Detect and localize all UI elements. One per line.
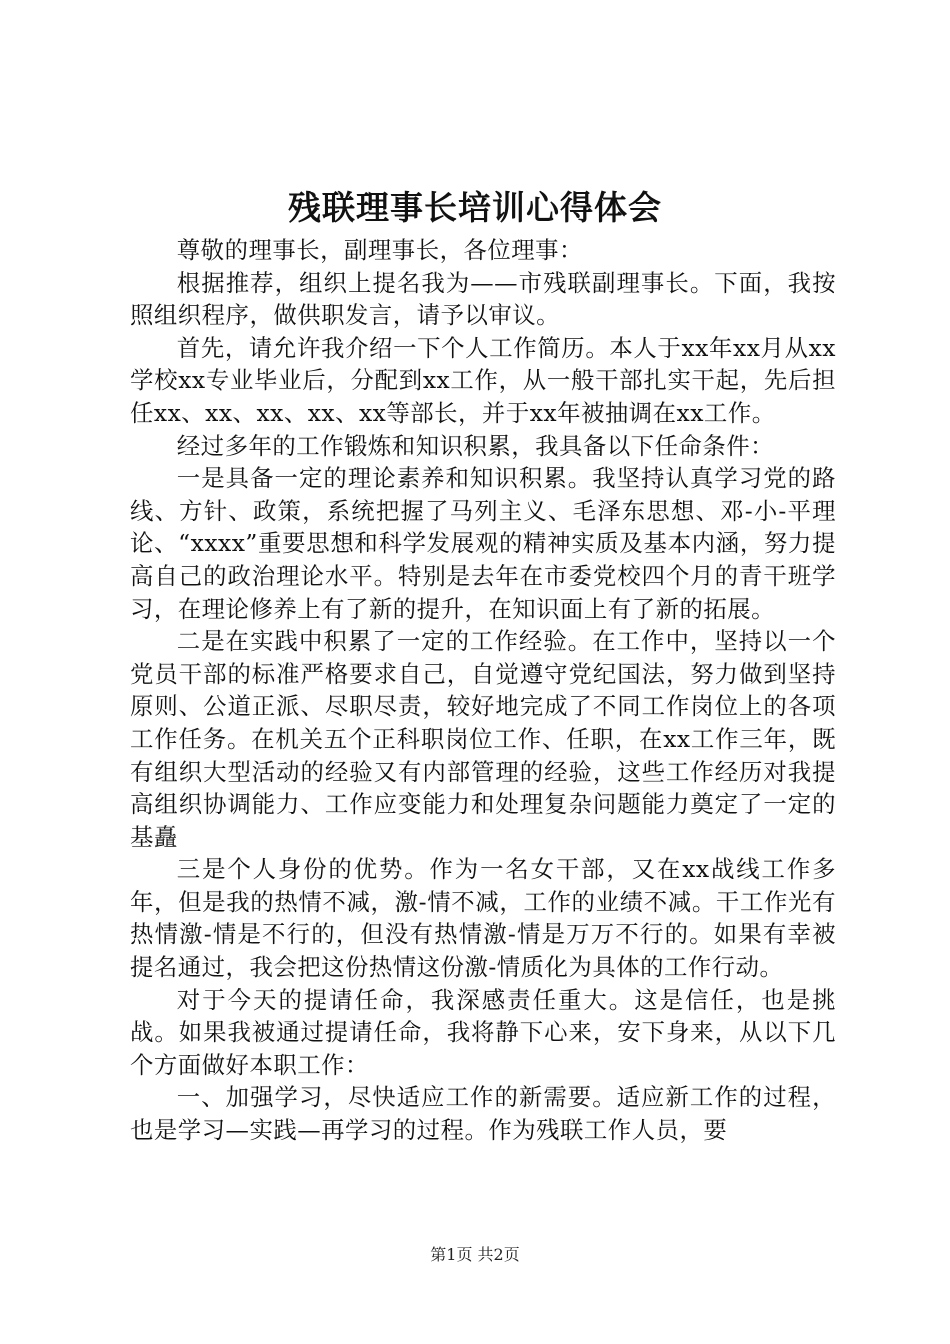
paragraph-responsibility: 对于今天的提请任命，我深感责任重大。这是信任，也是挑战。如果我被通过提请任命，我将静下心来，安下身来，从以下几个方面做好本职工作： xyxy=(130,985,836,1079)
paragraph-conditions-intro: 经过多年的工作锻炼和知识积累，我具备以下任命条件： xyxy=(176,431,775,460)
paragraph-resume: 首先，请允许我介绍一下个人工作简历。本人于xx年xx月从xx学校xx专业毕业后，分配到xx工作，从一般干部扎实干起，先后担任xx、xx、xx、xx、xx等部长，并于xx年被抽调在xx工作。 xyxy=(130,333,836,427)
paragraph-condition-one: 一是具备一定的理论素养和知识积累。我坚持认真学习党的路线、方针、政策，系统把握了马列主义、毛泽东思想、邓-小-平理论、“xxxx”重要思想和科学发展观的精神实质及基本内涵，努力提高自己的政治理论水平。特别是去年在市委党校四个月的青干班学习，在理论修养上有了新的提升，在知识面上有了新的拓展。 xyxy=(130,464,836,623)
paragraph-salutation: 尊敬的理事长，副理事长，各位理事： xyxy=(176,236,583,264)
paragraph-condition-three: 三是个人身份的优势。作为一名女干部，又在xx战线工作多年，但是我的热情不减，激-情不减，工作的业绩不减。干工作光有热情激-情是不行的，但没有热情激-情是万万不行的。如果有幸被提名通过，我会把这份热情这份激-情质化为具体的工作行动。 xyxy=(130,855,836,982)
paragraph-plan-one: 一、加强学习，尽快适应工作的新需要。适应新工作的过程，也是学习—实践—再学习的过程。作为残联工作人员，要 xyxy=(130,1083,836,1145)
document-title: 残联理事长培训心得体会 xyxy=(288,188,662,227)
paragraph-nomination: 根据推荐，组织上提名我为——市残联副理事长。下面，我按照组织程序，做供职发言，请予以审议。 xyxy=(130,268,836,330)
page-footer: 第1页 共2页 xyxy=(430,1245,520,1264)
document-body xyxy=(130,234,836,1147)
paragraph-condition-two: 二是在实践中积累了一定的工作经验。在工作中，坚持以一个党员干部的标准严格要求自己，自觉遵守党纪国法，努力做到坚持原则、公道正派、尽职尽责，较好地完成了不同工作岗位上的各项工作任务。在机关五个正科职岗位工作、任职，在xx工作三年，既有组织大型活动的经验又有内部管理的经验，这些工作经历对我提高组织协调能力、工作应变能力和处理复杂问题能力奠定了一定的基矗 xyxy=(130,627,836,851)
